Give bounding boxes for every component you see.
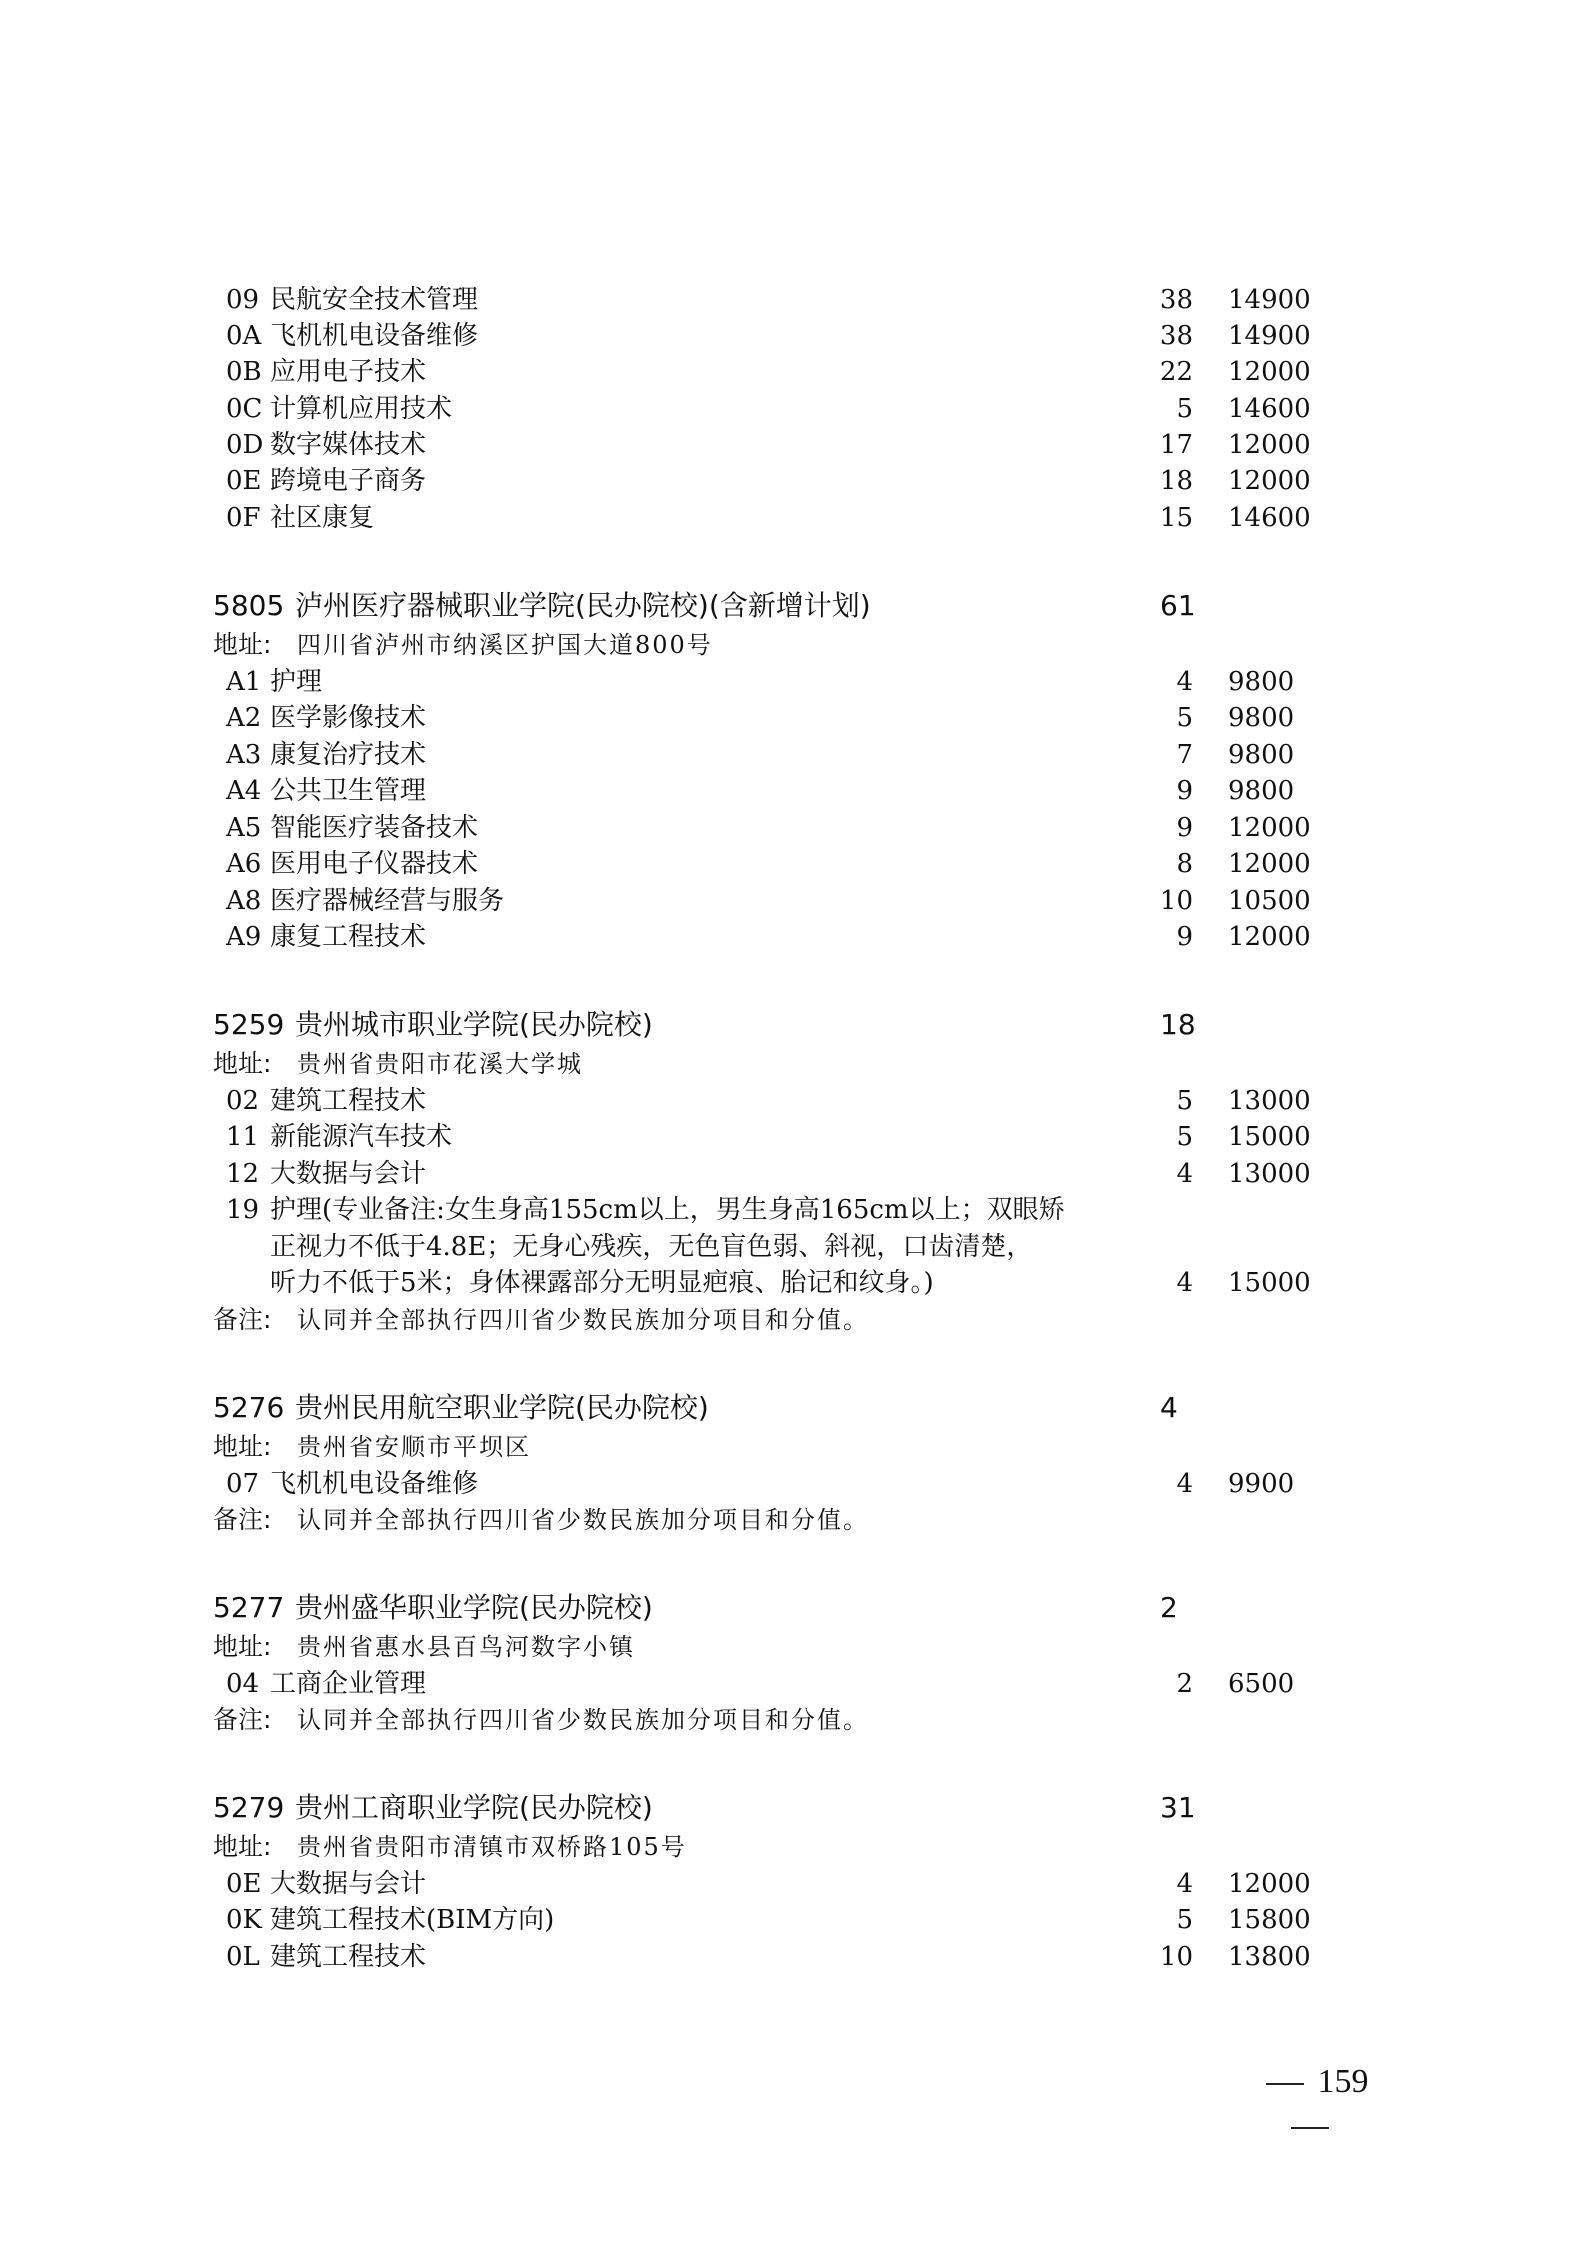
- major-code: 02: [226, 1086, 260, 1116]
- major-quota: 4: [1176, 667, 1193, 697]
- school-address: [0, 1046, 1587, 1082]
- school-total: 31: [1160, 1791, 1196, 1824]
- school-code: 5277: [213, 1591, 285, 1624]
- list-item-continuation: [0, 1229, 1587, 1265]
- major-name: 智能医疗装备技术: [270, 813, 479, 843]
- major-name: 飞机机电设备维修: [270, 1469, 479, 1499]
- list-item: [0, 1156, 1587, 1192]
- major-code: 0B: [226, 357, 262, 387]
- list-item: [0, 1466, 1587, 1502]
- major-quota: 4: [1176, 1469, 1193, 1499]
- major-quota: 5: [1176, 1122, 1193, 1152]
- school-note: [0, 1702, 1587, 1738]
- major-fee: 12000: [1228, 357, 1311, 387]
- address-label: 地址:: [213, 1049, 272, 1078]
- major-code: 07: [226, 1469, 260, 1499]
- note-label: 备注:: [213, 1305, 272, 1334]
- list-item: [0, 737, 1587, 773]
- major-name: 民航安全技术管理: [270, 285, 479, 315]
- major-name: 康复工程技术: [270, 922, 427, 952]
- major-code: A6: [226, 849, 262, 879]
- school-total: 18: [1160, 1008, 1196, 1041]
- list-item: [0, 883, 1587, 919]
- list-item: [0, 1192, 1587, 1228]
- list-item: [0, 700, 1587, 736]
- major-name: 医用电子仪器技术: [270, 849, 479, 879]
- major-code: 0E: [226, 1869, 262, 1899]
- major-quota: 5: [1176, 1086, 1193, 1116]
- major-code: A3: [226, 740, 262, 770]
- address-text: 贵州省贵阳市清镇市双桥路105号: [297, 1833, 687, 1861]
- major-name: 社区康复: [270, 503, 375, 533]
- major-name: 医学影像技术: [270, 703, 427, 733]
- major-fee: 9800: [1228, 740, 1295, 770]
- major-quota: 4: [1176, 1268, 1193, 1298]
- major-name: 应用电子技术: [270, 357, 427, 387]
- school-name: 贵州盛华职业学院(民办院校): [295, 1591, 653, 1624]
- major-quota: 8: [1176, 849, 1193, 879]
- school-header: [0, 588, 1587, 624]
- major-fee: 13800: [1228, 1942, 1311, 1972]
- school-total: 4: [1160, 1391, 1178, 1424]
- major-code: 0F: [226, 503, 261, 533]
- major-quota: 9: [1176, 922, 1193, 952]
- school-header: [0, 1790, 1587, 1826]
- list-item: [0, 1939, 1587, 1975]
- major-quota: 15: [1159, 503, 1193, 533]
- major-name-continued: 正视力不低于4.8E；无身心残疾，无色盲色弱、斜视，口齿清楚，: [270, 1232, 1033, 1262]
- school-code: 5805: [213, 589, 285, 622]
- note-text: 认同并全部执行四川省少数民族加分项目和分值。: [297, 1506, 869, 1534]
- major-fee: 14600: [1228, 394, 1311, 424]
- major-fee: 14900: [1228, 321, 1311, 351]
- major-code: A4: [226, 776, 262, 806]
- major-fee: 14900: [1228, 285, 1311, 315]
- list-item: [0, 463, 1587, 499]
- address-text: 贵州省贵阳市花溪大学城: [297, 1050, 583, 1078]
- major-fee: 13000: [1228, 1086, 1311, 1116]
- major-name: 跨境电子商务: [270, 466, 427, 496]
- page-number-dash: [1266, 2083, 1304, 2085]
- major-quota: 10: [1159, 886, 1193, 916]
- school-total: 2: [1160, 1591, 1178, 1624]
- school-header: [0, 1390, 1587, 1426]
- major-code: 0A: [226, 321, 262, 351]
- major-name: 新能源汽车技术: [270, 1122, 453, 1152]
- list-item: [0, 810, 1587, 846]
- school-name: 泸州医疗器械职业学院(民办院校)(含新增计划): [295, 589, 871, 622]
- major-name: 公共卫生管理: [270, 776, 427, 806]
- major-fee: 9800: [1228, 667, 1295, 697]
- list-item-continuation: [0, 1265, 1587, 1301]
- address-text: 贵州省安顺市平坝区: [297, 1433, 531, 1461]
- major-name: 医疗器械经营与服务: [270, 886, 505, 916]
- address-label: 地址:: [213, 1832, 272, 1861]
- major-fee: 12000: [1228, 1869, 1311, 1899]
- major-code: 0D: [226, 430, 264, 460]
- major-code: A8: [226, 886, 262, 916]
- major-name: 建筑工程技术: [270, 1942, 427, 1972]
- major-code: A2: [226, 703, 262, 733]
- major-fee: 12000: [1228, 430, 1311, 460]
- address-text: 四川省泸州市纳溪区护国大道800号: [297, 631, 713, 659]
- major-code: A5: [226, 813, 262, 843]
- school-code: 5279: [213, 1791, 285, 1824]
- list-item: [0, 1666, 1587, 1702]
- major-quota: 38: [1159, 321, 1193, 351]
- major-code: 0C: [226, 394, 263, 424]
- page-number-value: 159: [1317, 2063, 1369, 2100]
- list-item: [0, 318, 1587, 354]
- school-header: [0, 1007, 1587, 1043]
- address-label: 地址:: [213, 1432, 272, 1461]
- major-code: A1: [226, 667, 262, 697]
- school-address: [0, 1829, 1587, 1865]
- major-fee: 9800: [1228, 776, 1295, 806]
- major-quota: 5: [1176, 703, 1193, 733]
- list-item: [0, 354, 1587, 390]
- major-name: 护理: [270, 667, 323, 697]
- major-quota: 5: [1176, 394, 1193, 424]
- major-name: 飞机机电设备维修: [270, 321, 479, 351]
- major-quota: 38: [1159, 285, 1193, 315]
- address-label: 地址:: [213, 630, 272, 659]
- major-name: 康复治疗技术: [270, 740, 427, 770]
- school-address: [0, 627, 1587, 663]
- school-total: 61: [1160, 589, 1196, 622]
- major-fee: 6500: [1228, 1669, 1295, 1699]
- list-item: [0, 500, 1587, 536]
- list-item: [0, 427, 1587, 463]
- major-name-continued: 听力不低于5米；身体裸露部分无明显疤痕、胎记和纹身。): [270, 1268, 934, 1298]
- note-label: 备注:: [213, 1505, 272, 1534]
- school-name: 贵州城市职业学院(民办院校): [295, 1008, 653, 1041]
- list-item: [0, 846, 1587, 882]
- major-fee: 12000: [1228, 922, 1311, 952]
- major-fee: 9800: [1228, 703, 1295, 733]
- major-name: 建筑工程技术: [270, 1086, 427, 1116]
- major-quota: 4: [1176, 1159, 1193, 1189]
- list-item: [0, 1902, 1587, 1938]
- school-note: [0, 1502, 1587, 1538]
- major-fee: 10500: [1228, 886, 1311, 916]
- major-fee: 9900: [1228, 1469, 1295, 1499]
- major-name: 工商企业管理: [270, 1669, 427, 1699]
- major-code: 11: [226, 1122, 260, 1152]
- school-note: [0, 1302, 1587, 1338]
- major-fee: 14600: [1228, 503, 1311, 533]
- major-fee: 12000: [1228, 849, 1311, 879]
- address-label: 地址:: [213, 1632, 272, 1661]
- major-quota: 22: [1159, 357, 1193, 387]
- major-code: 09: [226, 285, 260, 315]
- major-code: 0K: [226, 1905, 262, 1935]
- major-name: 数字媒体技术: [270, 430, 427, 460]
- major-quota: 10: [1159, 1942, 1193, 1972]
- major-fee: 15800: [1228, 1905, 1311, 1935]
- list-item: [0, 1083, 1587, 1119]
- major-quota: 9: [1176, 776, 1193, 806]
- list-item: [0, 1119, 1587, 1155]
- major-name: 大数据与会计: [270, 1159, 427, 1189]
- major-quota: 7: [1176, 740, 1193, 770]
- school-name: 贵州民用航空职业学院(民办院校): [295, 1391, 709, 1424]
- note-label: 备注:: [213, 1705, 272, 1734]
- school-address: [0, 1429, 1587, 1465]
- major-name: 大数据与会计: [270, 1869, 427, 1899]
- major-code: 19: [226, 1195, 260, 1225]
- major-fee: 13000: [1228, 1159, 1311, 1189]
- school-address: [0, 1629, 1587, 1665]
- major-quota: 2: [1176, 1669, 1193, 1699]
- school-name: 贵州工商职业学院(民办院校): [295, 1791, 653, 1824]
- list-item: [0, 1866, 1587, 1902]
- school-code: 5259: [213, 1008, 285, 1041]
- major-code: 0L: [226, 1942, 260, 1972]
- major-quota: 9: [1176, 813, 1193, 843]
- major-name: 建筑工程技术(BIM方向): [270, 1905, 555, 1935]
- major-quota: 18: [1159, 466, 1193, 496]
- list-item: [0, 391, 1587, 427]
- major-code: 12: [226, 1159, 260, 1189]
- major-quota: 17: [1159, 430, 1193, 460]
- list-item: [0, 282, 1587, 318]
- major-fee: 15000: [1228, 1122, 1311, 1152]
- note-text: 认同并全部执行四川省少数民族加分项目和分值。: [297, 1306, 869, 1334]
- list-item: [0, 664, 1587, 700]
- list-item: [0, 919, 1587, 955]
- major-quota: 5: [1176, 1905, 1193, 1935]
- major-code: A9: [226, 922, 262, 952]
- major-quota: 4: [1176, 1869, 1193, 1899]
- major-code: 04: [226, 1669, 260, 1699]
- major-name: 计算机应用技术: [270, 394, 453, 424]
- major-fee: 12000: [1228, 466, 1311, 496]
- address-text: 贵州省惠水县百鸟河数字小镇: [297, 1633, 635, 1661]
- list-item: [0, 773, 1587, 809]
- major-code: 0E: [226, 466, 262, 496]
- school-code: 5276: [213, 1391, 285, 1424]
- major-fee: 12000: [1228, 813, 1311, 843]
- page-number: [1220, 2060, 1400, 2148]
- page-number-dash: [1291, 2127, 1329, 2129]
- school-header: [0, 1590, 1587, 1626]
- major-fee: 15000: [1228, 1268, 1311, 1298]
- major-name: 护理(专业备注:女生身高155cm以上，男生身高165cm以上；双眼矫: [270, 1195, 1065, 1225]
- note-text: 认同并全部执行四川省少数民族加分项目和分值。: [297, 1706, 869, 1734]
